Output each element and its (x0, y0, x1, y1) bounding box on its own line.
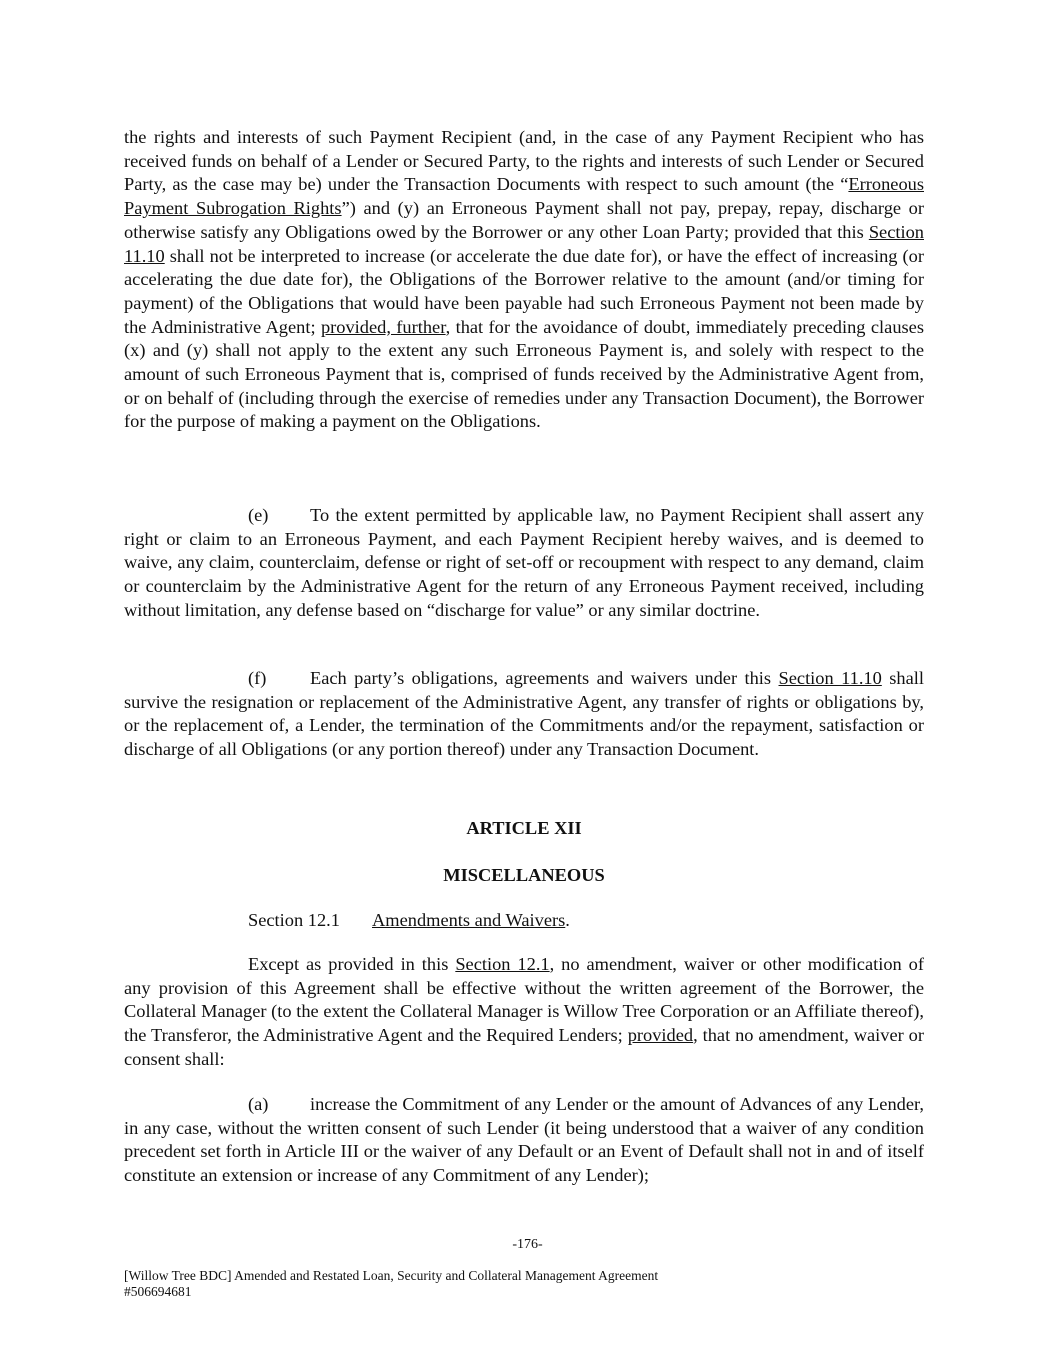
paragraph-text: To the extent permitted by applicable law, no Payment Recipient shall assert any right or claim to an Erroneous Payment, and each Payment Recipient hereby waives, and is deemed to waive, any claim, counterclaim, defense or right of set-off or recoupment with respect to any demand, claim or counterclaim by the Administrative Agent for the return of any Erroneous Payment received, including without limitation, any defense based on “discharge for value” or any similar doctrine. (124, 505, 924, 620)
paragraph-text: , no amendment, waiver or other modification of any provision of this Agreement shall be effective without the written agreement of the Borrower, the Collateral Manager (to the extent the Collateral Manager is Willow Tree Corporation or an Affiliate thereof), the Transferor, the Administrative Agent and the Required Lenders; (124, 954, 925, 1046)
clause-label: (a) (248, 1094, 269, 1114)
clause-label: (f) (248, 668, 267, 688)
paragraph-erroneous-payment-subrogation (124, 126, 924, 434)
paragraph-text: shall survive the resignation or replacement of the Administrative Agent, any transfer of rights or obligations by, or the replacement of, a Lender, the termination of the Commitments and/or the repayment, satisfaction or discharge of all Obligations (or any portion thereof) under any Transaction Document. (124, 668, 924, 760)
clause-label: (e) (248, 505, 269, 525)
paragraph-text: shall not be interpreted to increase (or accelerate the due date for), or have the effect of increasing (or accelerating the due date for), the Obligations of the Borrower relative to the amount (and/or timing for payment) of the Obligations that would have been payable had such Erroneous Payment not been made by the Administrative Agent; (124, 245, 924, 337)
proviso-term: provided, further (320, 316, 446, 337)
document-footer (124, 1268, 924, 1300)
paragraph-text: the rights and interests of such Payment Recipient (and, in the case of any Payment Recipient who has received funds on behalf of a Lender or Secured Party, to the rights and interests of such Lender or Secured Party, as the case may be) under the Transaction Documents with respect to such amount (the “ (124, 127, 924, 195)
article-number-heading: ARTICLE XII (466, 818, 582, 838)
section-reference: Section 11.10 (778, 668, 882, 688)
paragraph-text: ”) and (y) an Erroneous Payment shall not pay, prepay, repay, discharge or otherwise satisfy any Obligations owed by the Borrower or any other Loan Party; provided that this (124, 198, 925, 242)
page-number: -176- (512, 1237, 543, 1252)
paragraph-text: Except as provided in this (248, 954, 456, 974)
section-heading: Section 12.1 Amendments and Waivers. (248, 909, 570, 933)
paragraph-clause-f (124, 667, 924, 762)
paragraph-amendments (124, 953, 924, 1072)
footer-doc-id: #506694681 (124, 1284, 192, 1299)
paragraph-text: increase the Commitment of any Lender or the amount of Advances of any Lender, in any case, without the written consent of such Lender (it being understood that a waiver of any condition precedent set forth in Article III or the waiver of any Default or an Event of Default shall not in and of itself constitute an extension or increase of any Commitment of any Lender); (124, 1094, 924, 1186)
paragraph-text: , that no amendment, waiver or consent shall: (124, 1025, 925, 1069)
paragraph-clause-a (124, 1093, 924, 1188)
section-number: Section 12.1 (248, 910, 340, 930)
section-reference: Section 12.1 (455, 954, 550, 974)
article-title-heading: MISCELLANEOUS (443, 865, 605, 885)
paragraph-text: , that for the avoidance of doubt, immediately preceding clauses (x) and (y) shall not apply to the extent any such Erroneous Payment is, and solely with respect to the amount of such Erroneous Payment that is, comprised of funds received by the Administrative Agent from, or on behalf of (including through the exercise of remedies under any Transaction Document), the Borrower for the purpose of making a payment on the Obligations. (124, 316, 924, 432)
proviso-term: provided (627, 1025, 694, 1046)
paragraph-text: Each party’s obligations, agreements and waivers under this (310, 668, 779, 688)
footer-title: [Willow Tree BDC] Amended and Restated Loan, Security and Collateral Management Agreement (124, 1268, 659, 1283)
defined-term-link: Erroneous Payment Subrogation Rights (124, 174, 924, 219)
section-title: Amendments and Waivers (372, 910, 566, 930)
paragraph-clause-e (124, 504, 924, 623)
section-reference: Section 11.10 (124, 221, 924, 266)
